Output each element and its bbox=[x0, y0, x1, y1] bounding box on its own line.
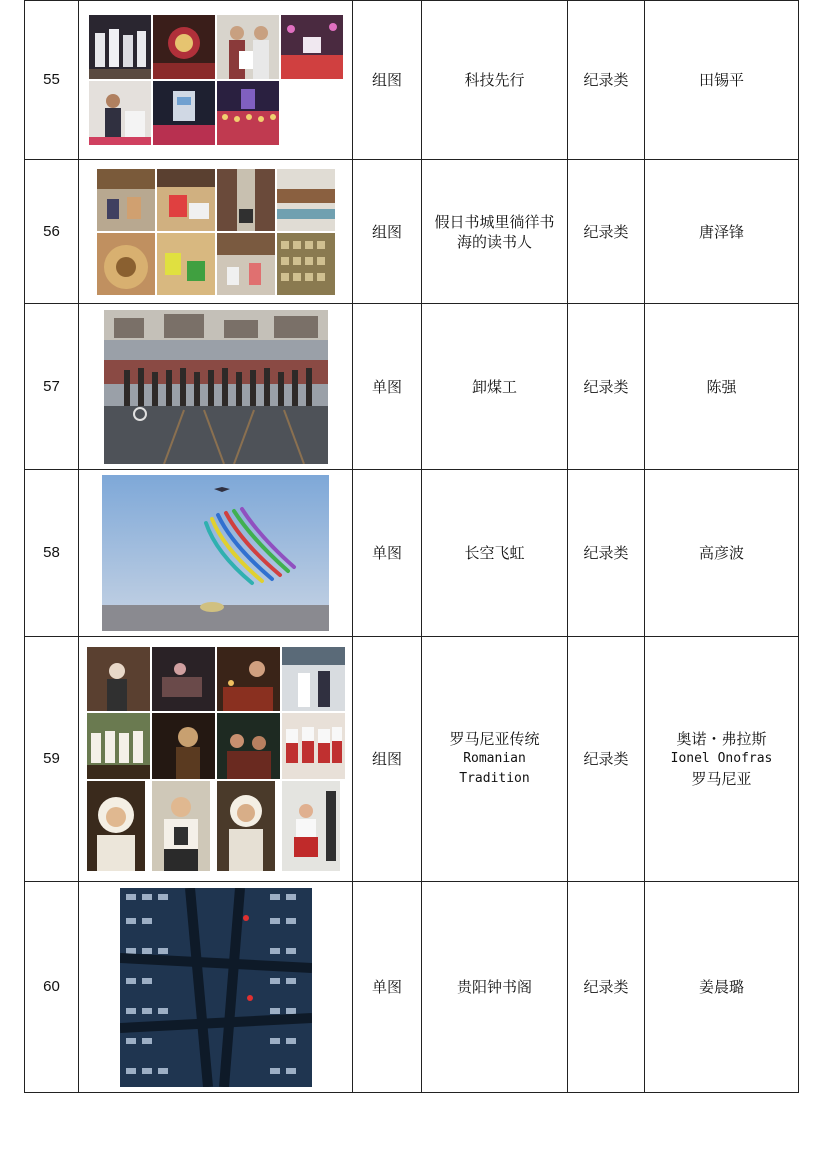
photo-thumbnail bbox=[282, 781, 340, 871]
author-line: 奥诺・弗拉斯 bbox=[676, 730, 767, 748]
photo-thumbnail bbox=[89, 81, 151, 145]
photo-thumbnail bbox=[87, 713, 150, 779]
author-line: Ionel Onofras bbox=[670, 751, 773, 766]
photo-thumbnail bbox=[281, 15, 343, 79]
photo-thumbnail bbox=[157, 233, 215, 295]
format-cell: 组图 bbox=[353, 1, 422, 160]
title-cell bbox=[422, 304, 568, 470]
title-line: Romanian bbox=[463, 751, 526, 766]
category-cell: 纪录类 bbox=[568, 470, 645, 637]
format-cell: 单图 bbox=[353, 470, 422, 637]
photo-thumbnail bbox=[217, 169, 275, 231]
title-line: 长空飞虹 bbox=[464, 544, 525, 562]
photo-single bbox=[120, 888, 312, 1087]
photo-thumbnail bbox=[277, 233, 335, 295]
format-cell: 单图 bbox=[353, 882, 422, 1093]
photo-thumbnail bbox=[217, 647, 280, 711]
title-cell bbox=[422, 470, 568, 637]
title-line: 罗马尼亚传统 bbox=[449, 730, 540, 748]
entry-number: 60 bbox=[25, 882, 79, 1093]
table-row bbox=[25, 1, 799, 160]
author-cell bbox=[645, 637, 799, 882]
author-line: 罗马尼亚 bbox=[691, 770, 752, 788]
table-row bbox=[25, 637, 799, 882]
photo-thumbnail bbox=[217, 713, 280, 779]
photo-group bbox=[89, 15, 343, 145]
photo-thumbnail bbox=[282, 713, 345, 779]
photo-thumbnail bbox=[157, 169, 215, 231]
author-line: 唐泽锋 bbox=[698, 222, 744, 241]
photo-thumbnail bbox=[282, 647, 345, 711]
title-cell bbox=[422, 882, 568, 1093]
photo-thumbnail bbox=[217, 233, 275, 295]
photo-cell bbox=[79, 304, 353, 470]
table-row bbox=[25, 882, 799, 1093]
photo-thumbnail bbox=[97, 233, 155, 295]
photo-cell bbox=[79, 470, 353, 637]
photo-thumbnail bbox=[153, 81, 215, 145]
table-row bbox=[25, 470, 799, 637]
entries-table bbox=[24, 0, 799, 1093]
entry-number: 56 bbox=[25, 160, 79, 304]
photo-single bbox=[104, 310, 328, 464]
photo-thumbnail bbox=[87, 647, 150, 711]
format-cell: 组图 bbox=[353, 160, 422, 304]
photo-thumbnail bbox=[153, 15, 215, 79]
title-cell bbox=[422, 637, 568, 882]
photo-thumbnail bbox=[89, 15, 151, 79]
author-line: 姜晨璐 bbox=[698, 978, 744, 996]
photo-thumbnail bbox=[217, 781, 275, 871]
photo-thumbnail bbox=[97, 169, 155, 231]
title-line: 假日书城里徜徉书 bbox=[434, 212, 555, 231]
format-cell: 单图 bbox=[353, 304, 422, 470]
title-cell bbox=[422, 160, 568, 304]
entry-number: 58 bbox=[25, 470, 79, 637]
photo-thumbnail bbox=[152, 647, 215, 711]
table-row bbox=[25, 160, 799, 304]
photo-group bbox=[87, 647, 345, 871]
photo-thumbnail bbox=[217, 15, 279, 79]
author-line: 高彦波 bbox=[698, 544, 744, 562]
author-cell bbox=[645, 304, 799, 470]
title-line: 科技先行 bbox=[464, 71, 525, 89]
author-cell bbox=[645, 1, 799, 160]
entry-number: 57 bbox=[25, 304, 79, 470]
category-cell: 纪录类 bbox=[568, 304, 645, 470]
author-line: 陈强 bbox=[706, 377, 737, 396]
photo-thumbnail bbox=[217, 81, 279, 145]
author-cell bbox=[645, 470, 799, 637]
photo-group bbox=[97, 169, 335, 295]
title-line: Tradition bbox=[459, 771, 530, 786]
title-line: 海的读书人 bbox=[456, 232, 532, 251]
category-cell: 纪录类 bbox=[568, 1, 645, 160]
photo-single bbox=[102, 475, 329, 631]
category-cell: 纪录类 bbox=[568, 882, 645, 1093]
title-line: 卸煤工 bbox=[471, 377, 517, 396]
table-row bbox=[25, 304, 799, 470]
author-line: 田锡平 bbox=[698, 71, 744, 89]
photo-cell bbox=[79, 1, 353, 160]
author-cell bbox=[645, 160, 799, 304]
photo-cell bbox=[79, 160, 353, 304]
title-line: 贵阳钟书阁 bbox=[456, 978, 532, 996]
photo-thumbnail bbox=[87, 781, 145, 871]
category-cell: 纪录类 bbox=[568, 160, 645, 304]
photo-thumbnail bbox=[277, 169, 335, 231]
entry-number: 59 bbox=[25, 637, 79, 882]
photo-thumbnail bbox=[152, 713, 215, 779]
title-cell bbox=[422, 1, 568, 160]
category-cell: 纪录类 bbox=[568, 637, 645, 882]
photo-cell bbox=[79, 637, 353, 882]
format-cell: 组图 bbox=[353, 637, 422, 882]
author-cell bbox=[645, 882, 799, 1093]
photo-cell bbox=[79, 882, 353, 1093]
entry-number: 55 bbox=[25, 1, 79, 160]
photo-thumbnail bbox=[152, 781, 210, 871]
